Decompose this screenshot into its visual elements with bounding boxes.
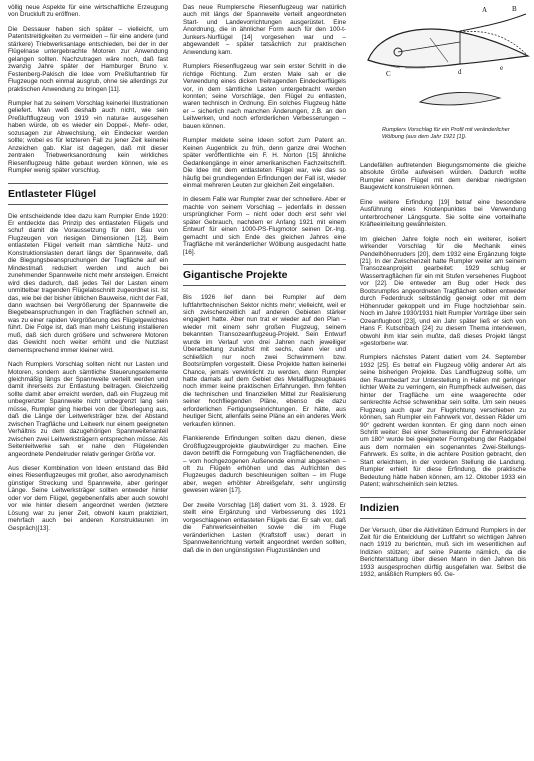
paragraph-kombination: Aus dieser Kombination von Ideen entstand das Bild eines Riesenflugzeuges mit großer, also aerodynamisch günstiger Streckung und Spannweite, aber geringer Länge. Seine Leitwerksträger sollten entweder hinter oder vor dem Flügel, gegebenenfalls aber auch sowohl vor wie hinter diesem angeordnet werden (letztere Lösung war zu jener Zeit, obwohl kaum praktiziert, mehrfach auch bei anderen Konstrukteuren im Gespräch)[13]. [8, 465, 168, 532]
figure-caption: Rumplers Vorschlag für ein Profil mit veränderlicher Wölbung (aus dem Jahr 1921 [1]). [382, 127, 510, 140]
paragraph-knotenpunkt: Eine weitere Erfindung [19] betraf eine besondere Ausführung eines Knotenpunktes bei Verwendung unterbrochener Längsgurte. Sie sollte eine vorteilhafte Kräfteeinleitung gewährleisten. [360, 198, 526, 229]
paragraph-steuerungselemente: Nach Rumplers Vorschlag sollten nicht nur Lasten und Motoren, sondern auch sämtliche Steuerungselemente gleichmäßig längs der Spannweite verteilt werden und damit ihrerseits zur Entlastung beitragen. Gleichzeitig sollte damit aber erreicht werden, daß ein Flugzeug mit unbegrenzter Spannweite nicht unbegrenzt lang sein müsse, Rumpler ging hierbei von der Überlegung aus, daß die Länge der Leitwerksträger bzw. der Abstand zwischen Tragfläche und Leitwerk nur einem geeigneten Verhältnis zu dem dazugehörigen Spannweitenanteil zwischen zwei Leitwerksträgern entsprechen müsse. Als Seitenleitwerke sah er nahe den Flügelenden angeordnete Pendelruder relativ geringer Größe vor. [8, 361, 168, 458]
paragraph-landefaellen: Landefällen auftretenden Biegungsmomente die gleiche absolute Größe aufweisen würden. Dadurch wollte Rumpler einen Flügel mit dem denkbar niedrigsten Baugewicht konstruieren können. [360, 162, 526, 192]
label-c: C [386, 70, 391, 78]
airfoil-drawing [360, 2, 530, 127]
paragraph-flankierende: Flankierende Erfindungen sollten dazu dienen, diese Großflugzeugprojekte glaubwürdiger zu machen. Eine davon betrifft die Formgebung von Tragflächenenden, die – vom hochgezogenen Außenende einmal abgesehen – oft zu Flügeln erhöhen und das Aufrichten des Flugzeuges dadurch beschleunigen sollten – im Fluge aber, wegen erhöhter Abreißgefahr, sehr ungünstig gewesen wären [17]. [183, 435, 346, 495]
label-a: A [482, 6, 488, 14]
paragraph-patent: Rumpler meldete seine Ideen sofort zum Patent an. Keinen Augenblick zu früh, denn ganze drei Wochen später veröffentlichte ein F. H. Norton [15] ähnliche Gedankengänge in einer amerikanischen Fachzeitschrift. Die Idee mit dem entlasteten Flügel war, wie das so häufig bei grundlegenden Erfindungen der Fall ist, wieder einmal mehreren Leuten zur gleichen Zeit eingefallen. [183, 137, 346, 189]
paragraph-schnellere: In diesem Falle war Rumpler zwar der schnellere. Aber er machte von seinem Vorschlag – jedenfalls in dessen ursprünglicher Form – nicht oder doch erst sehr viel später Gebrauch, nachdem er Anfang 1921 mit einem Entwurf für einen 1000-PS-Flugmotor seinen Dr.-Ing. gemacht und sich Ende des gleichen Jahres eine Tragfläche mit veränderlicher Wölbung ausgedacht hatte [16]. [183, 196, 346, 256]
label-b: B [512, 5, 517, 13]
paragraph-versuch: Der Versuch, über die Aktivitäten Edmund Rumplers in der Zeit für die Entwicklung der Luftfahrt so wichtigen Jahren nach 1919 zu berichten, muß sich im wesentlichen auf Indizien stützen; auf seine Patente nämlich, da die Berichterstattung über diesen Mann in den Jahren bis 1933 ausgesprochen dürftig ausgefallen war. Selbst die 1932, anläßlich Rumplers 60. Ge- [360, 526, 526, 579]
paragraph-zweite-vorschlag: Der zweite Vorschlag [18] datiert vom 31. 3. 1928. Er stellt eine Ergänzung und Verbesserung des 1921 vorgeschlagenen entlasteten Flügels dar. Er sah vor, daß die Fahrwerkseinheiten sowie die im Fluge veränderlichen Lasten (Kraftstoff usw.) derart in Spannweitenrichtung verteilt angeordnet werden sollten, daß die in den ungünstigsten Flugzuständen und [183, 501, 346, 554]
paragraph-dessauer: Die Dessauer haben sich später – vielleicht, um Patentstreitigkeiten zu vermeiden – für eine andere (und stärkere) Triebwerksanlage entschieden, bei der in der Flügelnase untergebrachte Motoren zur Anwendung gelangen sollten. Nachzutragen wäre noch, daß fast zwanzig Jahre später der Hamburger Bruno v. Festenberg-Pakisch die Idee vom Preßluftantrieb für Flugzeuge noch einmal ausgrub, ohne sie allerdings zur praktischen Anwendung zu bringen [11]. [8, 25, 168, 93]
column-middle [183, 4, 346, 757]
label-d: d [458, 68, 462, 76]
section-heading-entlasteter-fluegel: Entlasteter Flügel [8, 183, 168, 205]
column-right [360, 162, 526, 757]
paragraph-riesenflugzeug-fahrwerk: Das neue Rumplersche Riesenflugzeug war natürlich auch mit längs der Spannweite verteilt angeordneten Start- und Landevorrichtungen ausgerüstet. Eine Anordnung, die in ähnlicher Form auch für den 100-t-Junkers-Nurflügel [14] vorgesehen war und – abgewandelt – später tatsächlich zur praktischen Anwendung kam. [183, 4, 346, 56]
column-left [8, 4, 168, 757]
upper-camber-line [456, 14, 526, 32]
section-heading-gigantische-projekte: Gigantische Projekte [183, 264, 346, 286]
paragraph-bis-1926: Bis 1926 lief dann bei Rumpler auf dem luftfahrttechnischen Sektor nichts mehr; vielleicht, weil er sich zwischenzeitlich auf anderen Gebieten stärker engagiert hatte. Aber nun trat er wieder auf den Plan – wieder mit einem sehr großen Flugzeug, seinem bekannten Transozeanflugzeug-Projekt. Sein Entwurf wurde im Verlauf von drei Jahren nach jeweiliger Überarbeitung zunächst mit sechs, dann vier und schließlich nur noch zwei Schwimmern bzw. Bootsrümpfen vorgestellt. Diese Projekte hatten keinerlei Chance, jemals verwirklicht zu werden, denn Rumpler hatte damals auf dem Gebiet des Metallflugzeugbaues noch immer keine praktischen Erfahrungen. Ihm fehlten die technischen und finanziellen Mittel zur Realisierung seiner hochfliegenden Pläne, ebenso die dazu erforderlichen Fertigungseinrichtungen. Er hätte, aus heutiger Sicht, allenfalls seine Pläne an ein anderes Werk verkaufen können. [183, 294, 346, 428]
paragraph-intro: völlig neue Aspekte für eine wirtschaftliche Erzeugung von Druckluft zu eröffnen. [8, 4, 168, 19]
paragraph-erster-schritt: Rumplers Riesenflugzeug war sein erster Schritt in die richtige Richtung. Zum ersten Male sah er die Verwendung eines dicken freitragenden Eindeckerflügels vor, in dem sämtliche Lasten untergebracht werden konnten; seine Vorschläge, den Flügel zu entlasten, waren technisch in Ordnung. Ein solches Flugzeug hätte er – sicherlich nach manchen Änderungen, z.B. an den Leitwerken, und noch erforderlichen Verbesserungen – bauen können. [183, 63, 346, 130]
airfoil-section-sketch [420, 92, 500, 105]
label-e: e [500, 64, 504, 72]
paragraph-pendelhoehenruder: Im gleichen Jahre folgte noch ein weiterer, isoliert wirkender Vorschlag für die Mechanik eines Pendelhöhenruders [20], dem 1932 eine Ergänzung folgte [21]. In der Zwischenzeit hatte Rumpler weiter am seinem Transozeanprojekt gearbeitet: 1929 schlug er Wassertragflächen für ein mit Stufen versehenes Flugboot vor [22]. Die entweder am Bug oder Heck des Bootsrumpfes angeordneten Tragflächen sollten entweder durch Federdruck selbständig geneigt oder mit dem Höhenruder gekoppelt und im Fluge hochziehbar sein. Noch im Jahre 1930/1931 hielt Rumpler Vorträge über sein Ozeanflugboot [23], und ein Jahr später ließ er sich von Hans F. Kutschbach [24] zu diesem Thema interviewen, obwohl ihm klar sein mußte, daß dieses Projekt längst »gestorben« war. [360, 235, 526, 347]
paragraph-entlasteter-fluegel: Die entscheidende Idee dazu kam Rumpler Ende 1920: Er entdeckte das Prinzip des entlasteten Flügels und schuf damit die Voraussetzung für den Bau von Flugzeugen von riesigen Dimensionen [12]. Beim entlasteten Flügel verteilt man sämtliche Nutz- und Konstruktionslasten derart längs der Spannweite, daß die Biegungsbeanspruchungen der Tragfläche auf ein Mindestmaß reduziert werden und auch bei zunehmender Spannweite nicht mehr ansteigen. Erreicht wird dies dadurch, daß jedes Teil der Lasten einem unmittelbar tragenden Flügelabschnitt zugeordnet ist. Ist das, wie bei der bisher üblichen Bauweise, nicht der Fall, dann wachsen bei Vergrößerung der Spannweite die Biegebeanspruchungen in den Tragflächen schnell an, was zu einer rapiden Vergrößerung des Flügelgewichtes führt. Die Folge ist, daß man mehr Leistung installieren muß, daß sich durch größere und schwerere Motoren das Gewicht noch weiter erhöht und die Nutzlast dementsprechend immer kleiner wird. [8, 212, 168, 354]
section-heading-indizien: Indizien [360, 497, 526, 519]
paragraph-illustrationen: Rumpler hat zu seinem Vorschlag keinerlei Illustrationen geliefert. Man weiß deshalb auch nicht, wie sein Preßluftflugzeug von 1919 »in natura« ausgesehen haben würde, ob es wieder ein Doppel-, Mehr- oder, sozusagen zur Abwechslung, ein Eindecker werden sollte; wobei es für letzteren Fall zu jener Zeit keinerlei Anzeichen gab. Klar ist dagegen, daß mit dieser zentralen Triebwerksanordnung kein wirkliches Riesenflugzeug hätte gebaut werden können, wie es Rumpler wenig später vorschlug. [8, 99, 168, 175]
paragraph-naechstes-patent: Rumplers nächstes Patent datiert vom 24. September 1932 [25]. Es betraf ein Flugzeug völlig anderer Art als seine bisherigen Projekte. Das Landflugzeug sollte, um den Raumbedarf zur Unterstellung in Hallen mit geringer lichter Weite zu verringern, ein Rumpfheck aufweisen, das hinter der Tragfläche um eine waagerechte oder senkrechte Achse schwenkbar sein sollte. Um sein neues Flugzeug auch quer zur Flugrichtung verschieben zu können, sah Rumpler ein Fahrwerk vor, dessen Räder um 90° gedreht werden konnten. Er ging dann noch einen Schritt weiter: Bei einer Schwenkung der Fahrwerksräder um 180° wurde bei geeigneter Formgebung der Radgabel aus dem normalen ein sogenanntes Zwei-Stellungs-Fahrwerk. Es sollte, in die achtere Position gebracht, den Start erleichtern, in der vorderen Stellung die Landung. Rumpler erhielt für diese Erfindung, die praktische Bedeutung hätte haben können, am 12. Oktober 1933 ein Patent; wahrscheinlich sein letztes. [360, 354, 526, 489]
